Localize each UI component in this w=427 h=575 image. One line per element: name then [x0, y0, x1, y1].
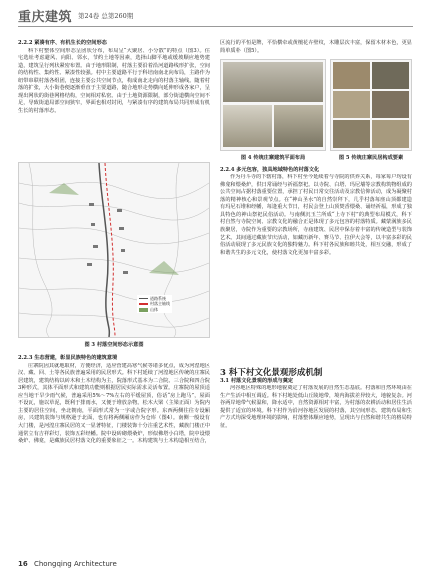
- section-2-2-2-title: 2.2.2 紧凑有序、有机生长的空间形态: [18, 40, 107, 46]
- section-2-2-2-text: 科下村整体空间形态呈团状分布，布局呈“大聚居、小分散”的特点（图3）。住宅选址考虑避风、向阳、邻水，节约土地等因素，选择山脚平地或缓坡顺应地势建造，建筑呈行列状紧密布置。由于地形限制，村落主要沿着沿河道路线形扩张，空间的结构性、集约性、紧凑性较强。村中主要道路平行于科培南南北向布局，主路作为纽带串联村落各组团，连接主要公共空间节点，构成南北走向的村落主轴线。随着村落的扩张，大小街巷便逐渐垂直于主要道路，随合地形走势横向延伸形成各家户，呈现出网状的街巷网格结构，空间相对私密。由于土地资源限制，部分街道横向空间不足，导致街道局部空间狭窄，界面也相对封闭，与紧凑有序的建筑布局共同形成有机生长的村落形态。: [18, 47, 210, 114]
- section-3-1-title: 3.1 村落文化景观的形成与奠定: [220, 377, 294, 384]
- photo-wall: [372, 62, 409, 89]
- figure-5-caption: 图 5 传统庄寨民居构成要素: [338, 155, 404, 162]
- village-map: [19, 163, 209, 337]
- journal-english: Chongqing Architecture: [33, 560, 117, 568]
- continued-text: 区流行的平恒是牌，平恰横牵或黄檀花卉壁纹，木雕层次丰富，保留木材本色，更显简单质朴（图5）。: [220, 40, 412, 54]
- photo-roof: [333, 91, 370, 118]
- photo-stove: [333, 120, 370, 148]
- section-3-1-text: 河谷地区特殊的地形地貌奠定了村落发展的自然生态基底。村落和自然环境由在生产生活中相互调适。科下村地处低山丘陵地带，境内海拔差异较大，地貌复杂。河谷两岸地带气候温和，降水适中，自然资源相对丰富，为村落的农耕活动和居住生活提供了适宜的环境。科下村作为沿河谷地区发展的村落，其空间形态、建筑布局和生产方式均深受地理环境的影响，村落整体顺应地势，呈现出与自然和谐共生的格局特征。: [220, 385, 412, 430]
- photo-house-right: [274, 105, 323, 147]
- left-column: [18, 40, 210, 539]
- legend-item-axis: 村落主轴线: [139, 301, 170, 307]
- figure-3-caption: 图 3 村落空间形态示意图: [84, 341, 144, 348]
- figure-row: [220, 59, 412, 163]
- floor-plan-photos: [220, 59, 326, 151]
- figure-5: [330, 59, 412, 163]
- right-column: [220, 40, 412, 455]
- photo-window: [372, 91, 409, 118]
- photo-house-left: [223, 105, 272, 147]
- figure-4: [220, 59, 326, 163]
- section-2-2-3-title: 2.2.3 生态营建，彰显民族特色的建筑意境: [18, 355, 118, 362]
- page-header: [18, 7, 413, 23]
- photo-gate: [333, 62, 370, 89]
- section-2-2-4-title: 2.2.4 多元包容，独具地域特色的村落文化: [220, 166, 320, 173]
- figure-4-caption: 图 4 传统庄寨建筑平面布局: [240, 155, 306, 162]
- legend-item-road: 道路系统: [139, 296, 170, 302]
- section-2-2-3-text: 庄寨院因其就地取材，方便经济，适应营建高寒气候等诸多优点，成为河湟地区汉、藏、回、土等各民族普遍采用的民居形式。科下村延续了河湟地区传统的庄寨民居建筑，建筑结构以砖木和土木结构为主，院落形式基本为二合院、三合院和四合院3种形式，其体平面形式和建筑功能则根据居民实际需求灵活布置。庄寨院的屋顶适应当地干旱少雨气候，普遍采用5%～7%左右的平缓屋顶，俗话“房上跑马”，屋面不设瓦，施以草泥，既利于排雨水，又便于堆放杂物。松木大梁（主梁正面）为院内主要的居住空间，坐北朝南，平面形式常为一字或合院字形。东西两侧往往专设厢房，兴建筑装饰与规格逊于北面，也有将两侧厢房作为仓库（图4）。南侧一般设有大门楼，是河湟庄寨民居的又一显著特征，门楼装饰十分注重艺术性，藏族门楼正中通常立有吉祥彩灯，装饰五彩经幡。院中设砖砌煨桑炉，形似佛塔小白塔，院中设煨桑炉、佛龛，是藏族民居村落文化的重要象征之一。木构建筑与土木构造相互结合，: [18, 362, 210, 445]
- issue-info: 第24卷 总第260期: [78, 11, 134, 20]
- photo-carving: [372, 120, 409, 148]
- map-legend: [137, 295, 172, 314]
- header-rule: [18, 26, 413, 27]
- element-photos: [330, 59, 412, 151]
- section-2-2-4-text: 作为丹斗寺的下辖村落，科下村至今延续着与寺院的供养关系，每家每户均设有佛龛和煨桑炉，供日常诵经与祈福祭祀。以寺院、白塔、玛尼墙等宗教构筑物组成的公共空间占据村落重要位置，承担了村民日常交往活动及宗教信仰活动，成为凝聚村落的精神核心和景观节点。在“神山圣水”的自然崇拜下，几乎村落每座山顶都建造有玛尼石堆和经幡，每逢重大节日，村民会登上山顶焚香煨桑、诵经祈福，形成了独具特色的神山祭祀民俗活动。与南侧沉玉兰所成“上寺下村”的典型布局模式，科下村自然与寺院空间、宗教文化的融合正是体现了多元包容的村落特质。藏蒙满族多民族聚居，寺院作为重要的宗教场所，寺庙建筑、民居中保存着丰富的传统造型与装饰艺术。其间通过藏族节庆活动，如藏历新年、赛马节、拉伊大会等，以丰富多彩的民俗活动展现了多元民族文化的独特魅力。科下村各民族和睦共处，相互交融，形成了和谐共生的多元文化，使村落文化更加丰富多彩。: [220, 174, 412, 256]
- page-footer: [18, 560, 117, 568]
- legend-item-mountain: 山体: [139, 307, 170, 313]
- page-number: 16: [18, 560, 28, 568]
- photo-courtyard: [223, 62, 323, 102]
- figure-3-map: [18, 162, 210, 338]
- journal-title: 重庆建筑: [18, 9, 73, 25]
- section-3-title: 3 科下村文化景观形成机制: [220, 368, 323, 379]
